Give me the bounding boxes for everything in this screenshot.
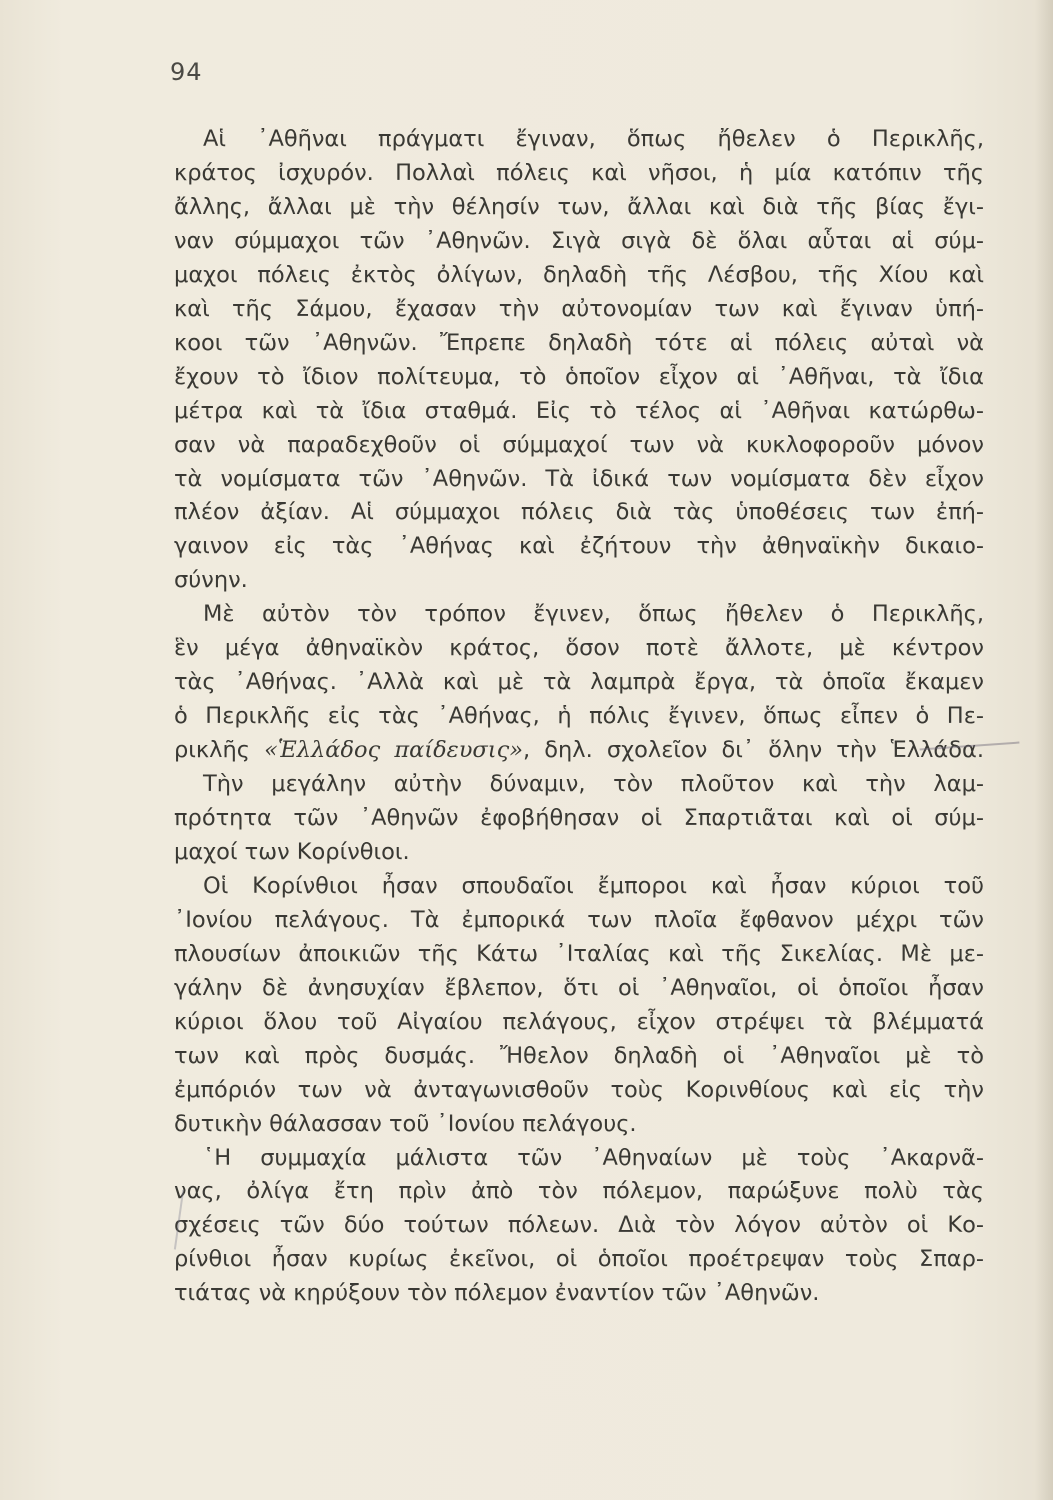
- text-line: μαχοι πόλεις ἐκτὸς ὀλίγων, δηλαδὴ τῆς Λέσβου, τῆς Χίου καὶ: [174, 261, 984, 288]
- text-line: ναν σύμμαχοι τῶν ᾽Αθηνῶν. Σιγὰ σιγὰ δὲ ὅλαι αὗται αἱ σύμ-: [174, 227, 984, 254]
- page-number: 94: [170, 58, 203, 86]
- text-line: πλέον ἀξίαν. Αἱ σύμμαχοι πόλεις διὰ τὰς ὑποθέσεις των ἐπή-: [174, 499, 984, 526]
- text-line: ἐμπόριόν των νὰ ἀνταγωνισθοῦν τοὺς Κορινθίους καὶ εἰς τὴν: [174, 1076, 984, 1103]
- text-line: Τὴν μεγάλην αὐτὴν δύναμιν, τὸν πλοῦτον καὶ τὴν λαμ-: [203, 771, 984, 798]
- text-line: κύριοι ὅλου τοῦ Αἰγαίου πελάγους, εἶχον στρέψει τὰ βλέμματά: [174, 1008, 984, 1035]
- text-line: τὰ νομίσματα τῶν ᾽Αθηνῶν. Τὰ ἰδικά των νομίσματα δὲν εἶχον: [174, 465, 984, 492]
- text-line: γάλην δὲ ἀνησυχίαν ἔβλεπον, ὅτι οἱ ᾽Αθηναῖοι, οἱ ὁποῖοι ἦσαν: [174, 974, 984, 1001]
- text-line: τιάτας νὰ κηρύξουν τὸν πόλεμον ἐναντίον τῶν ᾽Αθηνῶν.: [174, 1280, 820, 1307]
- text-line: μέτρα καὶ τὰ ἴδια σταθμά. Εἰς τὸ τέλος αἱ ᾽Αθῆναι κατώρθω-: [174, 397, 984, 424]
- italic-phrase: «Ἑλλάδος παίδευσις»: [264, 737, 523, 764]
- text-line: Μὲ αὐτὸν τὸν τρόπον ἔγινεν, ὅπως ἤθελεν ὁ Περικλῆς,: [203, 601, 984, 628]
- text-line: ῾Η συμμαχία μάλιστα τῶν ᾽Αθηναίων μὲ τοὺς ᾽Ακαρνᾶ-: [203, 1144, 984, 1171]
- text-line: δυτικὴν θάλασσαν τοῦ ᾽Ιονίου πελάγους.: [174, 1110, 637, 1137]
- text-line: τὰς ᾽Αθήνας. ᾽Αλλὰ καὶ μὲ τὰ λαμπρὰ ἔργα, τὰ ὁποῖα ἔκαμεν: [174, 669, 984, 696]
- text-line: ἓν μέγα ἀθηναϊκὸν κράτος, ὅσον ποτὲ ἄλλοτε, μὲ κέντρον: [174, 635, 984, 662]
- text-line: ὁ Περικλῆς εἰς τὰς ᾽Αθήνας, ἡ πόλις ἔγινεν, ὅπως εἶπεν ὁ Πε-: [174, 703, 984, 730]
- text-line: πρότητα τῶν ᾽Αθηνῶν ἐφοβήθησαν οἱ Σπαρτιᾶται καὶ οἱ σύμ-: [174, 805, 984, 831]
- text-line: Οἱ Κορίνθιοι ἦσαν σπουδαῖοι ἔμποροι καὶ ἦσαν κύριοι τοῦ: [203, 872, 984, 899]
- text-line: Αἱ ᾽Αθῆναι πράγματι ἔγιναν, ὅπως ἤθελεν ὁ Περικλῆς,: [203, 126, 984, 152]
- text-line: πλουσίων ἀποικιῶν τῆς Κάτω ᾽Ιταλίας καὶ τῆς Σικελίας. Μὲ με-: [174, 940, 984, 967]
- text-line: σύνην.: [174, 567, 248, 594]
- text-line: νας, ὀλίγα ἔτη πρὶν ἀπὸ τὸν πόλεμον, παρώξυνε πολὺ τὰς: [174, 1178, 984, 1205]
- text-line: των καὶ πρὸς δυσμάς. Ἤθελον δηλαδὴ οἱ ᾽Αθηναῖοι μὲ τὸ: [174, 1042, 984, 1069]
- text-line: ρικλῆς «Ἑλλάδος παίδευσις», δηλ. σχολεῖον δι᾽ ὅλην τὴν Ἑλλάδα.: [174, 737, 984, 764]
- text-line: κράτος ἰσχυρόν. Πολλαὶ πόλεις καὶ νῆσοι, ἡ μία κατόπιν τῆς: [174, 159, 984, 186]
- text-line: σαν νὰ παραδεχθοῦν οἱ σύμμαχοί των νὰ κυκλοφοροῦν μόνον: [174, 431, 984, 458]
- text-line: ἄλλης, ἄλλαι μὲ τὴν θέλησίν των, ἄλλαι καὶ διὰ τῆς βίας ἔγι-: [174, 193, 984, 220]
- text-line: ᾽Ιονίου πελάγους. Τὰ ἐμπορικά των πλοῖα ἔφθανον μέχρι τῶν: [174, 906, 984, 933]
- page-edge-shadow: [1035, 0, 1053, 1500]
- text-line: καὶ τῆς Σάμου, ἔχασαν τὴν αὐτονομίαν των καὶ ἔγιναν ὑπή-: [174, 295, 984, 322]
- text-line: σχέσεις τῶν δύο τούτων πόλεων. Διὰ τὸν λόγον αὐτὸν οἱ Κο-: [174, 1212, 984, 1239]
- text-line: γαινον εἰς τὰς ᾽Αθήνας καὶ ἐζήτουν τὴν ἀθηναϊκὴν δικαιο-: [174, 533, 984, 560]
- text-line: κοοι τῶν ᾽Αθηνῶν. Ἔπρεπε δηλαδὴ τότε αἱ πόλεις αὐταὶ νὰ: [174, 329, 984, 356]
- text-line: ρίνθιοι ἦσαν κυρίως ἐκεῖνοι, οἱ ὁποῖοι προέτρεψαν τοὺς Σπαρ-: [174, 1246, 984, 1273]
- text-line: μαχοί των Κορίνθιοι.: [174, 838, 410, 865]
- text-line: ἔχουν τὸ ἴδιον πολίτευμα, τὸ ὁποῖον εἶχον αἱ ᾽Αθῆναι, τὰ ἴδια: [174, 363, 984, 390]
